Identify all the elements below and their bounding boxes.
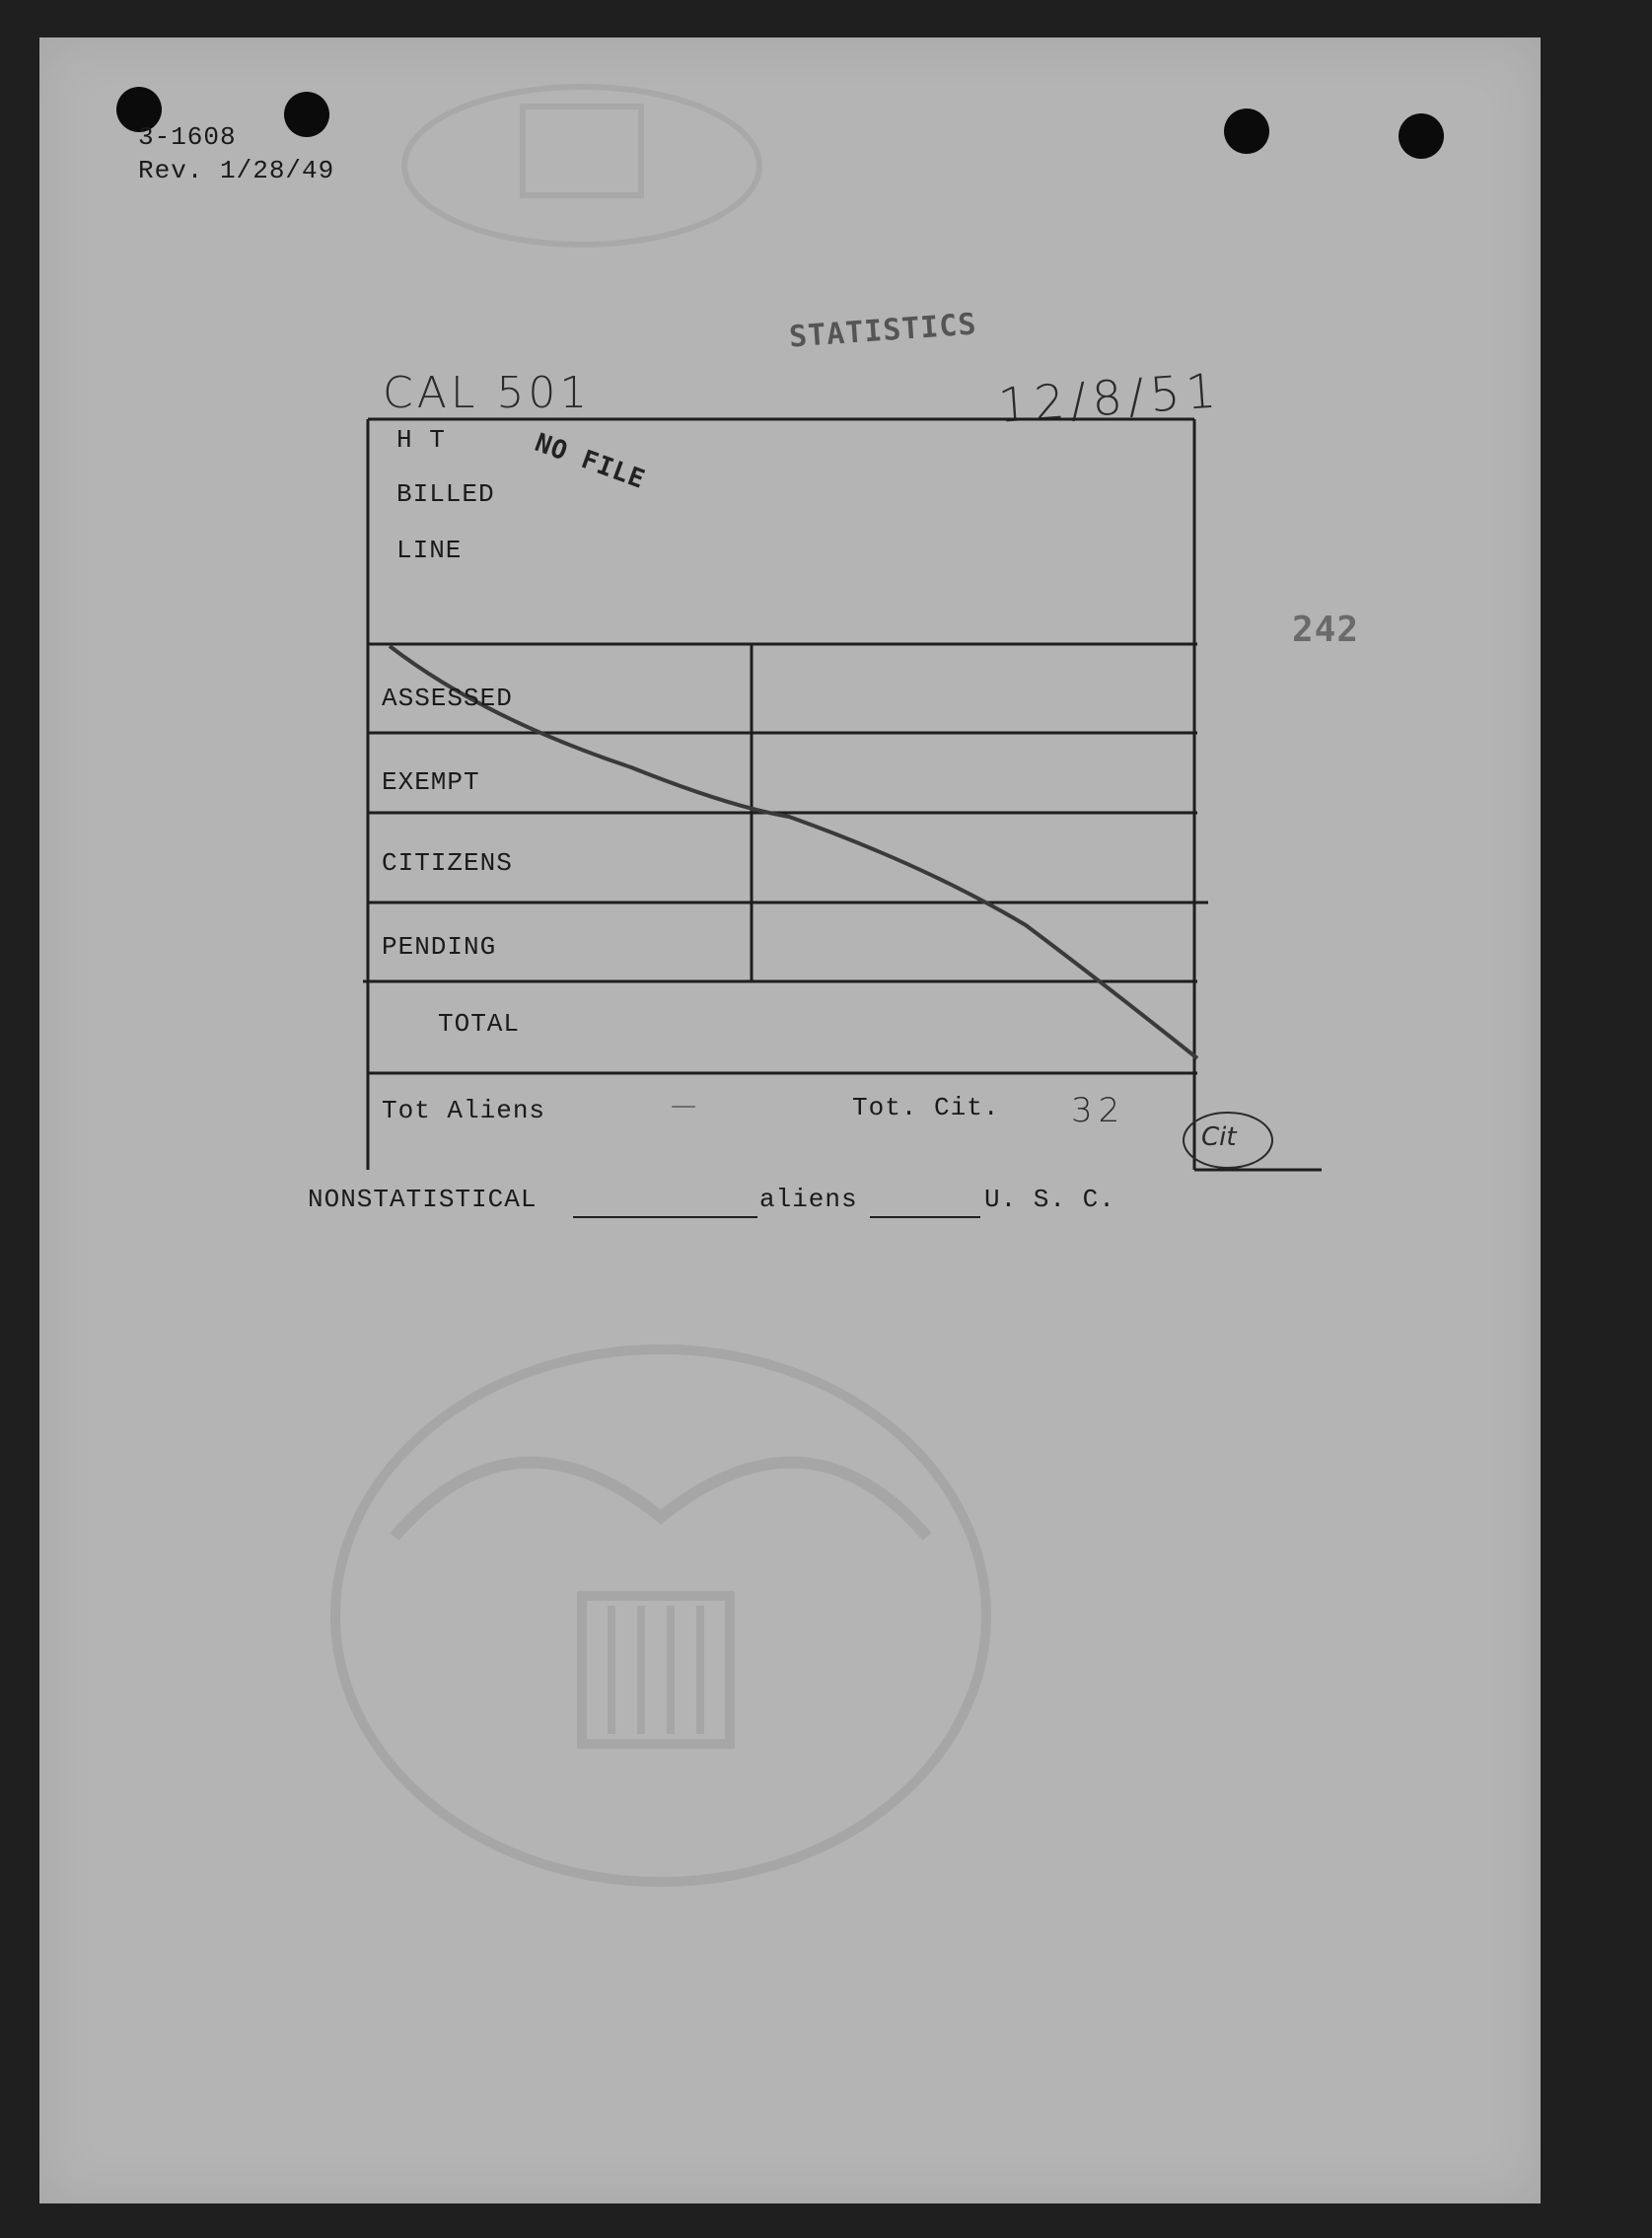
- row-label-exempt: EXEMPT: [382, 767, 480, 797]
- tot-aliens-value: —: [671, 1091, 696, 1120]
- row-label-total: TOTAL: [438, 1009, 521, 1039]
- document-page: [39, 37, 1541, 2203]
- seal-watermark: [316, 1320, 1006, 1912]
- statistics-stamp: STATISTICS: [788, 307, 978, 355]
- handwritten-date: 12/8/51: [996, 363, 1224, 434]
- nonstatistical-label: NONSTATISTICAL: [308, 1185, 538, 1214]
- header-row-ht: H T: [396, 425, 446, 455]
- page-number-stamp: 242: [1292, 610, 1360, 650]
- handwritten-initials: Cit: [1201, 1122, 1237, 1152]
- tot-cit-label: Tot. Cit.: [852, 1093, 1000, 1122]
- header-row-billed: BILLED: [396, 479, 495, 509]
- row-label-pending: PENDING: [382, 932, 497, 962]
- handwritten-code: CAL 501: [383, 368, 592, 418]
- tot-cit-value: 32: [1071, 1091, 1126, 1130]
- tot-aliens-label: Tot Aliens: [382, 1096, 546, 1125]
- form-number: 3-1608: [138, 122, 237, 152]
- usc-label: U. S. C.: [984, 1185, 1115, 1214]
- form-revision: Rev. 1/28/49: [138, 156, 335, 185]
- no-file-stamp: NO FILE: [531, 427, 650, 496]
- row-label-assessed: ASSESSED: [382, 684, 513, 713]
- statistics-table-grid: [39, 37, 1541, 1320]
- aliens-label: aliens: [759, 1185, 858, 1214]
- header-row-line: LINE: [396, 536, 463, 565]
- row-label-citizens: CITIZENS: [382, 848, 513, 878]
